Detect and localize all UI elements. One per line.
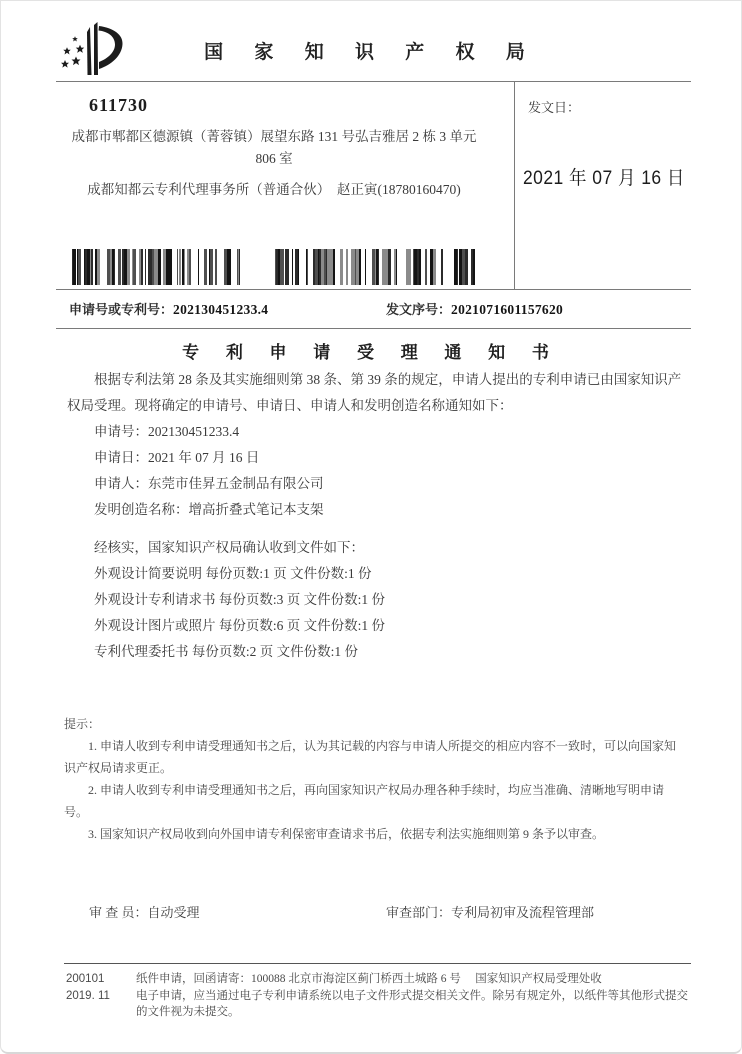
footer-divider xyxy=(64,963,691,964)
serial-no-label: 发文序号： xyxy=(386,302,452,317)
field-application-date xyxy=(94,445,687,471)
footer-instructions xyxy=(136,971,693,1021)
field-application-no xyxy=(94,419,687,445)
issue-date-box xyxy=(515,81,691,289)
tip-item: 2. 申请人收到专利申请受理通知书之后，再向国家知识产权局办理各种手续时，均应当准确、清晰地写明申请号。 xyxy=(64,783,665,819)
field-applicant xyxy=(94,471,687,497)
form-date: 2019. 11 xyxy=(66,989,110,1002)
field-value: 东莞市佳昇五金制品有限公司 xyxy=(148,476,324,491)
tip-item: 3. 国家知识产权局收到向外国申请专利保密审查请求书后，依据专利法实施细则第 9 条予以审查。 xyxy=(88,827,605,841)
field-value: 2021 年 07 月 16 日 xyxy=(148,450,260,465)
barcode xyxy=(72,249,242,285)
recipient-address-line2: 806 室 xyxy=(255,151,293,166)
footer-electronic-line: 电子申请，应当通过电子专利申请系统以电子文件形式提交相关文件。除另有规定外，以纸件等其他形式提交的文件视为未提交。 xyxy=(136,989,688,1018)
department-label: 审查部门： xyxy=(386,905,452,920)
notice-title: 专 利 申 请 受 理 通 知 书 xyxy=(182,343,560,362)
department-value: 专利局初审及流程管理部 xyxy=(451,905,595,920)
recipient-block xyxy=(56,89,506,201)
footer-paper-line: 纸件申请，回函请寄：100088 北京市海淀区蓟门桥西土城路 6 号 国家知识产权局受理处收 xyxy=(136,973,602,985)
field-invention-title xyxy=(94,497,687,523)
received-document: 外观设计图片或照片 每份页数:6 页 文件份数:1 份 xyxy=(94,618,386,633)
number-row xyxy=(69,299,691,318)
field-label: 申请人： xyxy=(94,476,148,491)
application-no-label: 申请号或专利号： xyxy=(69,302,174,317)
field-value: 增高折叠式笔记本支架 xyxy=(188,502,324,517)
tips-section xyxy=(64,713,687,845)
tips-heading: 提示： xyxy=(64,717,101,731)
field-label: 发明创造名称： xyxy=(94,502,189,517)
field-value: 202130451233.4 xyxy=(148,424,240,439)
examiner-value: 自动受理 xyxy=(147,905,200,920)
received-document: 外观设计简要说明 每份页数:1 页 文件份数:1 份 xyxy=(94,566,372,581)
form-code: 200101 xyxy=(66,973,105,985)
barcode xyxy=(275,249,477,285)
field-label: 申请号： xyxy=(94,424,148,439)
tip-item: 1. 申请人收到专利申请受理通知书之后，认为其记载的内容与申请人所提交的相应内容不一致时，可以向国家知识产权局请求更正。 xyxy=(64,739,677,775)
notice-intro: 根据专利法第 28 条及其实施细则第 38 条、第 39 条的规定，申请人提出的专利申请已由国家知识产权局受理。现将确定的申请号、申请日、申请人和发明创造名称通知如下： xyxy=(67,372,682,413)
number-row-divider xyxy=(56,328,691,329)
recipient-agency-line: 成都知都云专利代理事务所（普通合伙） 赵正寅(18780160470) xyxy=(87,182,461,197)
serial-no-value: 2021071601157620 xyxy=(451,302,564,317)
issue-date-value: 2021 年 07 月 16 日 xyxy=(523,168,685,189)
field-label: 申请日： xyxy=(94,450,148,465)
examiner-label: 审 查 员： xyxy=(89,905,148,920)
agency-title: 国 家 知 识 产 权 局 xyxy=(204,42,538,63)
barcode-divider xyxy=(56,289,691,290)
recipient-address-line1: 成都市郫都区德源镇（菁蓉镇）展望东路 131 号弘吉雅居 2 栋 3 单元 xyxy=(71,129,477,144)
signoff-row xyxy=(89,902,691,921)
received-document: 专利代理委托书 每份页数:2 页 文件份数:1 份 xyxy=(94,644,359,659)
footer xyxy=(66,971,693,1021)
postal-code: 611730 xyxy=(89,95,149,115)
received-document: 外观设计专利请求书 每份页数:3 页 文件份数:1 份 xyxy=(94,592,386,607)
issue-date-label: 发文日： xyxy=(528,100,581,115)
notice-body xyxy=(67,367,687,665)
verified-intro: 经核实，国家知识产权局确认收到文件如下： xyxy=(94,540,364,555)
application-no-value: 202130451233.4 xyxy=(173,302,269,317)
footer-form-codes xyxy=(66,971,136,1021)
